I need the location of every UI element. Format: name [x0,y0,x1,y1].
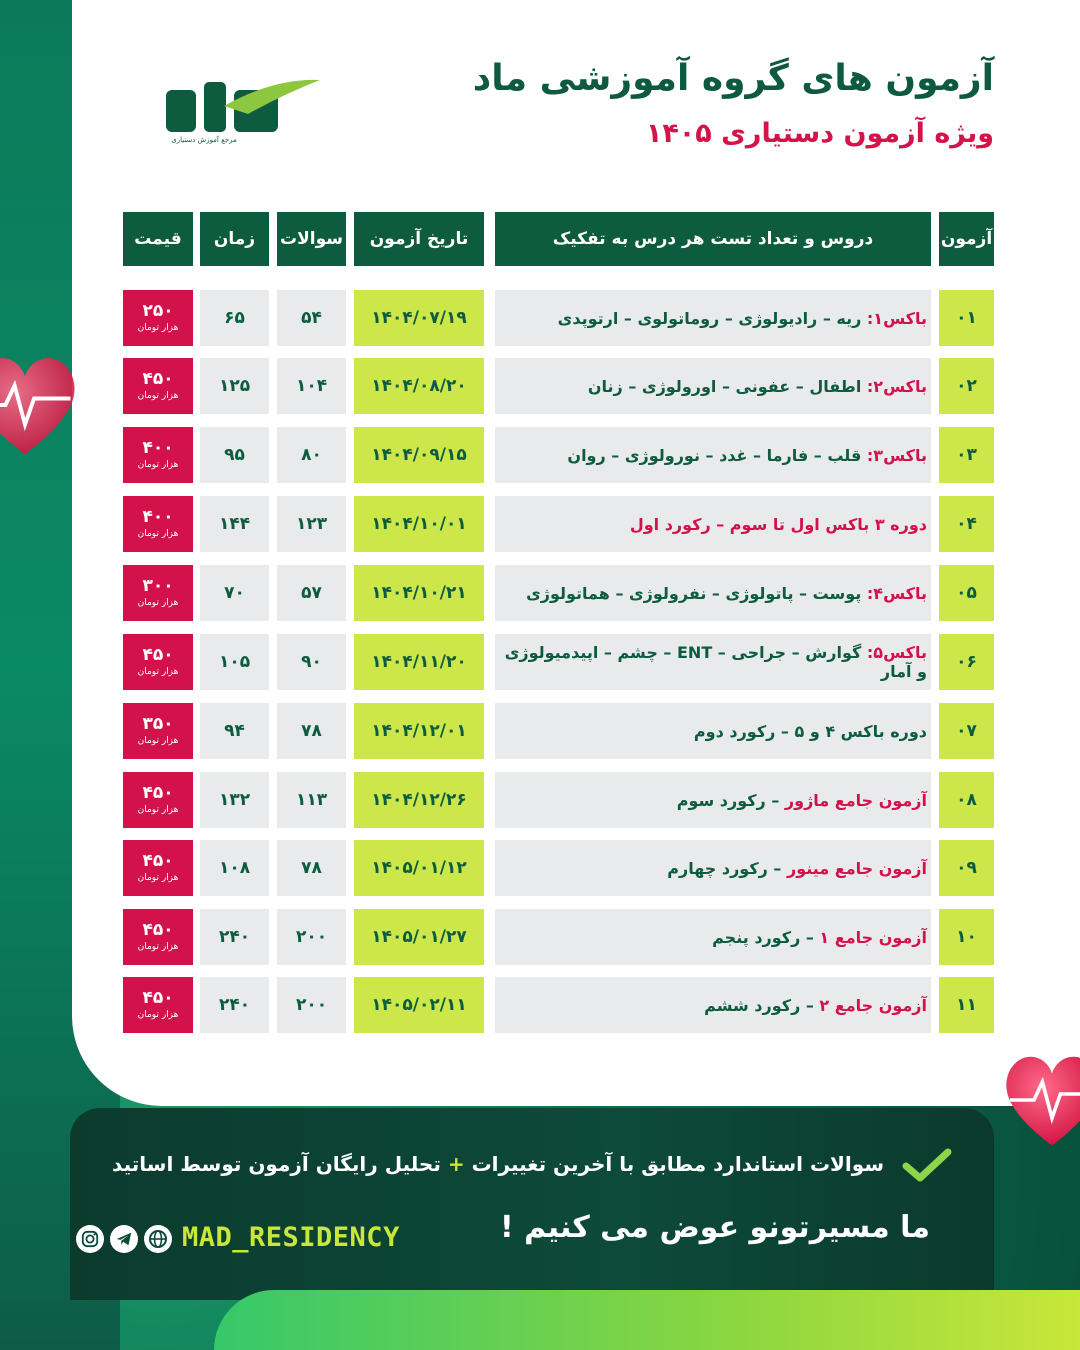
logo-caption: مرجع آموزش دستیاری [171,136,237,144]
exam-number: ۰۲ [939,358,994,414]
exam-subjects [495,427,931,483]
feature-line [112,1152,884,1176]
exam-subjects-text: – رکورد سوم [676,790,785,810]
exam-time: ۱۰۵ [200,634,269,690]
table-row [0,703,1080,759]
column-header-price: قیمت [123,212,193,266]
price-value: ۴۵۰ [142,369,174,389]
table-row [0,634,1080,690]
price-unit: هزار تومان [137,1010,179,1020]
exam-subjects-highlight: آزمون جامع مینور [786,858,927,878]
exam-date: ۱۴۰۴/۰۹/۱۵ [354,427,484,483]
exam-questions: ۲۰۰ [277,909,346,965]
exam-time: ۹۴ [200,703,269,759]
exam-subjects-text: دوره باکس ۴ و ۵ – رکورد دوم [693,721,927,741]
exam-date: ۱۴۰۴/۱۰/۲۱ [354,565,484,621]
price-value: ۴۰۰ [142,438,174,458]
exam-subjects [495,840,931,896]
price-unit: هزار تومان [137,805,179,815]
plus-sign: + [447,1152,465,1176]
exam-subjects-text: گوارش – جراحی – ENT – چشم – اپیدمیولوژی و آمار [504,643,927,681]
price-value: ۴۵۰ [142,851,174,871]
exam-questions: ۵۷ [277,565,346,621]
exam-time: ۱۲۵ [200,358,269,414]
exam-subjects-highlight: آزمون جامع ماژور [784,790,927,810]
exam-subjects-highlight: باکس۴: [866,583,927,603]
exam-time: ۱۴۴ [200,496,269,552]
exam-date: ۱۴۰۵/۰۲/۱۱ [354,977,484,1033]
exam-subjects [495,977,931,1033]
column-header-exam: آزمون [939,212,994,266]
exam-subjects-highlight: باکس۳: [866,445,927,465]
price-value: ۴۵۰ [142,920,174,940]
footer-accent-strip [214,1290,1080,1350]
slogan: ما مسیرتونو عوض می کنیم ! [500,1210,930,1245]
exam-price[interactable] [123,496,193,552]
exam-price[interactable] [123,634,193,690]
exam-subjects [495,358,931,414]
exam-date: ۱۴۰۴/۰۸/۲۰ [354,358,484,414]
exam-subjects [495,703,931,759]
table-row [0,977,1080,1033]
exam-price[interactable] [123,703,193,759]
exam-subjects [495,565,931,621]
price-value: ۳۵۰ [142,714,174,734]
feature-standard-questions: سوالات استاندارد مطابق با آخرین تغییرات [471,1152,884,1176]
exam-number: ۱۰ [939,909,994,965]
page-subtitle: ویژه آزمون دستیاری ۱۴۰۵ [645,118,994,149]
exam-subjects-text: قلب – فارما – غدد – نورولوژی – روان [567,445,867,465]
exam-subjects [495,772,931,828]
exam-date: ۱۴۰۵/۰۱/۲۷ [354,909,484,965]
price-unit: هزار تومان [137,460,179,470]
exam-number: ۰۴ [939,496,994,552]
price-value: ۴۰۰ [142,507,174,527]
exam-subjects-highlight: باکس۵: [866,643,927,662]
price-unit: هزار تومان [137,529,179,539]
exam-date: ۱۴۰۵/۰۱/۱۲ [354,840,484,896]
exam-number: ۰۶ [939,634,994,690]
exam-date: ۱۴۰۴/۱۲/۲۶ [354,772,484,828]
footer-panel [70,1108,994,1300]
exam-subjects [495,496,931,552]
exam-number: ۱۱ [939,977,994,1033]
price-value: ۴۵۰ [142,645,174,665]
exam-number: ۰۱ [939,290,994,346]
exam-price[interactable] [123,909,193,965]
exam-price[interactable] [123,772,193,828]
price-unit: هزار تومان [137,598,179,608]
exam-date: ۱۴۰۴/۱۱/۲۰ [354,634,484,690]
exam-questions: ۱۰۴ [277,358,346,414]
instagram-icon[interactable] [76,1225,104,1253]
exam-subjects-text: ریه – رادیولوژی – روماتولوی – ارتوپدی [557,308,867,328]
exam-questions: ۲۰۰ [277,977,346,1033]
exam-time: ۹۵ [200,427,269,483]
social-handle[interactable]: MAD_RESIDENCY [182,1222,400,1253]
exam-subjects-highlight: آزمون جامع ۲ [819,995,927,1015]
price-unit: هزار تومان [137,667,179,677]
price-unit: هزار تومان [137,323,179,333]
exam-price[interactable] [123,358,193,414]
table-row [0,840,1080,896]
exam-subjects [495,290,931,346]
telegram-icon[interactable] [110,1225,138,1253]
exam-questions: ۸۰ [277,427,346,483]
exam-time: ۲۴۰ [200,977,269,1033]
exam-time: ۷۰ [200,565,269,621]
exam-questions: ۱۲۳ [277,496,346,552]
exam-date: ۱۴۰۴/۱۲/۰۱ [354,703,484,759]
exam-questions: ۹۰ [277,634,346,690]
table-row [0,290,1080,346]
exam-subjects-text: اطفال – عفونی – اورولوژی – زنان [587,376,867,396]
table-row [0,772,1080,828]
exam-price[interactable] [123,840,193,896]
exam-questions: ۵۴ [277,290,346,346]
exam-number: ۰۳ [939,427,994,483]
exam-time: ۶۵ [200,290,269,346]
exam-price[interactable] [123,565,193,621]
column-header-date: تاریخ آزمون [354,212,484,266]
exam-price[interactable] [123,290,193,346]
exam-time: ۱۰۸ [200,840,269,896]
exam-number: ۰۷ [939,703,994,759]
feature-free-analysis: تحلیل رایگان آزمون توسط اساتید [112,1152,441,1176]
web-icon[interactable] [144,1225,172,1253]
price-unit: هزار تومان [137,873,179,883]
exam-time: ۲۴۰ [200,909,269,965]
price-unit: هزار تومان [137,736,179,746]
table-row [0,909,1080,965]
table-row [0,565,1080,621]
price-value: ۴۵۰ [142,783,174,803]
exam-subjects-highlight: دوره ۳ باکس اول تا سوم – رکورد اول [629,514,927,534]
exam-number: ۰۹ [939,840,994,896]
exam-subjects [495,634,931,690]
exam-subjects-highlight: آزمون جامع ۱ [819,927,927,947]
table-row [0,358,1080,414]
price-value: ۴۵۰ [142,988,174,1008]
exam-subjects-text: – رکورد پنجم [712,927,820,947]
table-row [0,427,1080,483]
heart-icon [992,1040,1080,1160]
price-unit: هزار تومان [137,942,179,952]
price-unit: هزار تومان [137,391,179,401]
exam-number: ۰۸ [939,772,994,828]
exam-subjects-text: – رکورد چهارم [667,858,787,878]
column-header-subjects: دروس و تعداد تست هر درس به تفکیک [495,212,931,266]
table-row [0,496,1080,552]
exam-questions: ۷۸ [277,840,346,896]
exam-subjects-highlight: باکس۱: [866,308,927,328]
exam-subjects-text: – رکورد ششم [704,995,820,1015]
exam-date: ۱۴۰۴/۱۰/۰۱ [354,496,484,552]
column-header-time: زمان [200,212,269,266]
check-icon [902,1148,952,1184]
exam-subjects [495,909,931,965]
price-value: ۳۰۰ [142,576,174,596]
exam-price[interactable] [123,977,193,1033]
exam-time: ۱۳۲ [200,772,269,828]
exam-subjects-text: پوست – پاتولوژی – نفرولوژی – هماتولوژی [526,583,867,603]
exam-number: ۰۵ [939,565,994,621]
exam-price[interactable] [123,427,193,483]
exam-subjects-highlight: باکس۲: [866,376,927,396]
exam-date: ۱۴۰۴/۰۷/۱۹ [354,290,484,346]
price-value: ۲۵۰ [142,301,174,321]
column-header-questions: سوالات [277,212,346,266]
page-title: آزمون های گروه آموزشی ماد [472,58,994,99]
exam-questions: ۱۱۳ [277,772,346,828]
exam-questions: ۷۸ [277,703,346,759]
